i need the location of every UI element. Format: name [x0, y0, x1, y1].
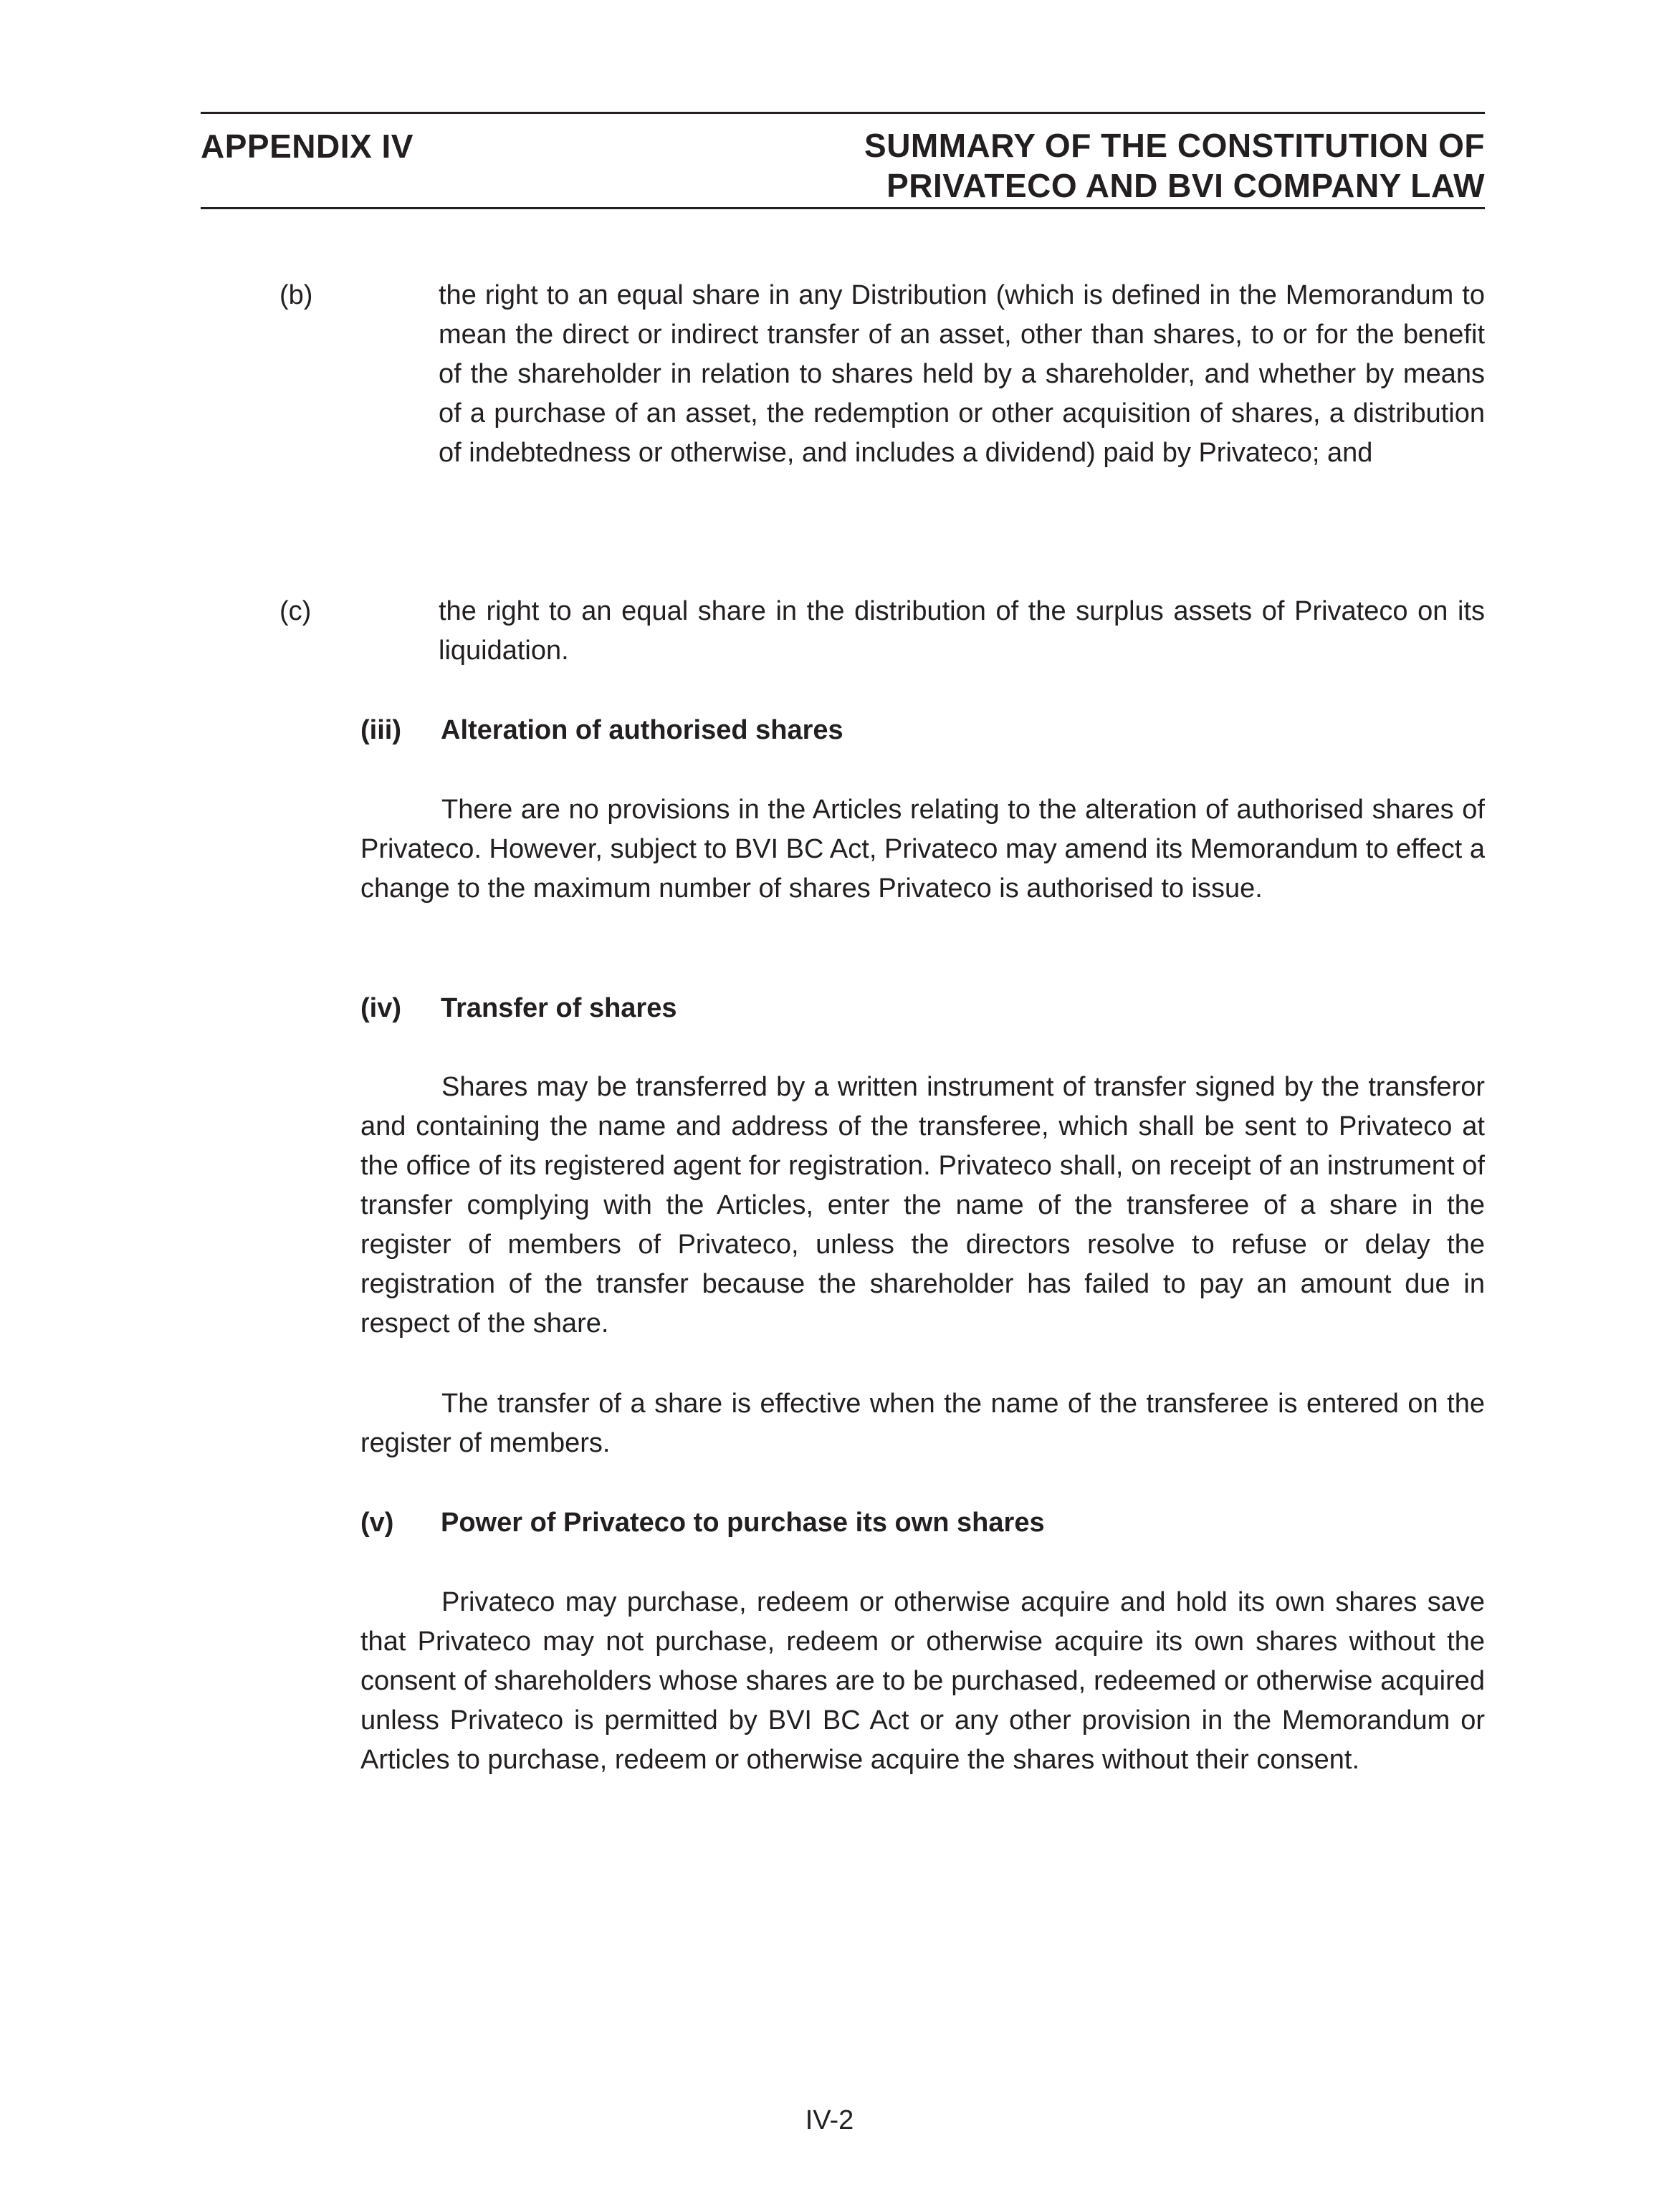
section-number-iv: (iv)	[360, 993, 401, 1023]
page-header	[201, 112, 1485, 209]
section-heading-v	[360, 1503, 1045, 1543]
appendix-title	[864, 125, 1485, 206]
section-iii-paragraph: There are no provisions in the Articles relating to the alteration of authorised shares of Privateco. However, subject to BVI BC Act, Privateco may amend its Memorandum to effect a change to the maximum number of shares Privateco is authorised to issue.	[360, 795, 1485, 904]
list-item-b	[279, 276, 1485, 473]
appendix-label: APPENDIX IV	[201, 128, 413, 165]
section-heading-iii	[360, 711, 843, 750]
list-item-b-text: the right to an equal share in any Distribution (which is defined in the Memorandum to mean the direct or indirect transfer of an asset, other than shares, to or for the benefit of the shareholder in relation to shares held by a shareholder, and whether by means of a purchase of an asset, the redemption or other acquisition of shares, a distribution of indebtedness or otherwise, and includes a dividend) paid by Privateco; and	[439, 280, 1485, 468]
section-title-iii: Alteration of authorised shares	[441, 715, 843, 745]
section-heading-iv	[360, 989, 676, 1028]
section-title-iv: Transfer of shares	[441, 993, 677, 1023]
section-number-v: (v)	[360, 1508, 394, 1538]
section-iv-paragraph-1: Shares may be transferred by a written instrument of transfer signed by the transferor and containing the name and address of the transferee, which shall be sent to Privateco at the office of its registered agent for registration. Privateco shall, on receipt of an instrument of transfer complying with the Articles, enter the name of the transferee of a share in the register of members of Privateco, unless the directors resolve to refuse or delay the registration of the transfer because the shareholder has failed to pay an amount due in respect of the share.	[360, 1072, 1485, 1339]
list-item-c	[279, 592, 1485, 671]
section-iv-paragraph-2: The transfer of a share is effective when the name of the transferee is entered on the register of members.	[360, 1389, 1485, 1458]
section-v-paragraph: Privateco may purchase, redeem or otherwise acquire and hold its own shares save that Privateco may not purchase, redeem or otherwise acquire its own shares without the consent of shareholders whose shares are to be purchased, redeemed or otherwise acquired unless Privateco is permitted by BVI BC Act or any other provision in the Memorandum or Articles to purchase, redeem or otherwise acquire the shares without their consent.	[360, 1587, 1485, 1775]
section-number-iii: (iii)	[360, 715, 401, 745]
appendix-title-line-1: SUMMARY OF THE CONSTITUTION OF	[864, 127, 1485, 164]
list-item-c-text: the right to an equal share in the distribution of the surplus assets of Privateco on its liquidation.	[439, 596, 1485, 666]
list-marker-b: (b)	[279, 280, 313, 310]
section-title-v: Power of Privateco to purchase its own shares	[441, 1508, 1045, 1538]
appendix-title-line-2: PRIVATECO AND BVI COMPANY LAW	[886, 167, 1485, 204]
page-number: IV-2	[805, 2105, 854, 2135]
list-marker-c: (c)	[279, 596, 312, 626]
